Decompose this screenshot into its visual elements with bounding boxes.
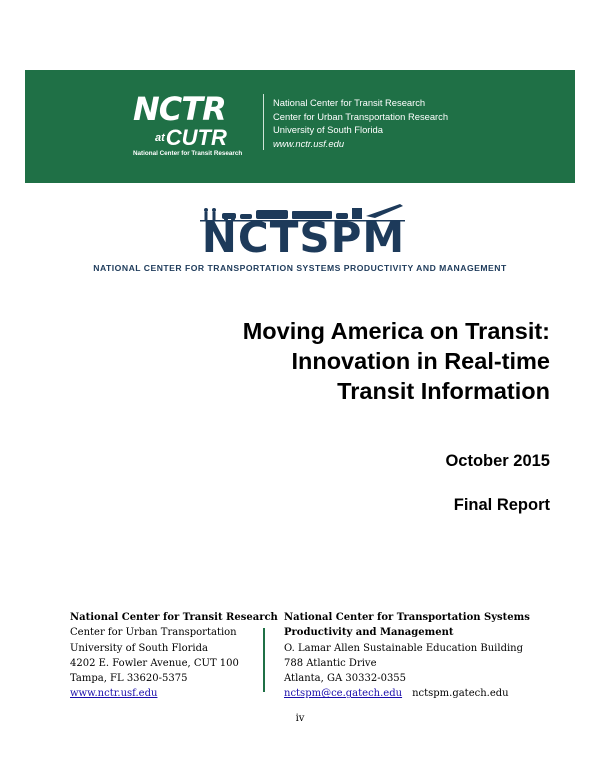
nctr-web-link[interactable]: www.nctr.usf.edu [70, 688, 158, 700]
footer-left-city: Tampa, FL 33620-5375 [70, 673, 188, 685]
footer-right-org-line2: Productivity and Management [284, 627, 454, 639]
title-line-1: Moving America on Transit: [242, 318, 550, 344]
footer-right-city: Atlanta, GA 30332-0355 [284, 673, 407, 685]
report-type: Final Report [453, 496, 550, 514]
title-line-3: Transit Information [337, 378, 550, 404]
footer-right-building: O. Lamar Allen Sustainable Education Building [284, 642, 524, 654]
report-date: October 2015 [445, 452, 550, 470]
nctspm-full-name: NATIONAL CENTER FOR TRANSPORTATION SYSTEMS PRODUCTIVITY AND MANAGEMENT [93, 263, 507, 273]
footer-divider [263, 628, 265, 692]
page-number: iv [295, 713, 305, 724]
banner-org-info [273, 96, 448, 150]
title-line-2: Innovation in Real-time [291, 348, 550, 374]
footer-nctspm-contact [284, 610, 530, 702]
footer-nctr-contact [70, 610, 278, 702]
footer-left-dept: Center for Urban Transportation [70, 627, 237, 639]
footer-left-org: National Center for Transit Research [70, 612, 278, 623]
nctspm-web: nctspm.gatech.edu [412, 688, 509, 700]
report-title [243, 316, 550, 406]
banner-line-org: National Center for Transit Research [273, 97, 426, 108]
banner-divider [263, 94, 264, 150]
footer-left-address: 4202 E. Fowler Avenue, CUT 100 [70, 657, 239, 669]
banner-line-center: Center for Urban Transportation Research [273, 110, 449, 122]
banner-line-university: University of South Florida [273, 124, 383, 135]
footer-right-address: 788 Atlantic Drive [284, 657, 377, 669]
nctr-logo-tagline: National Center for Transit Research [133, 150, 243, 157]
cutr-logo-text: $^{at}$CUTR [155, 125, 227, 150]
nctr-cutr-logo [133, 92, 263, 160]
nctr-banner [25, 70, 575, 183]
banner-url: www.nctr.usf.edu [273, 137, 345, 149]
footer-left-univ: University of South Florida [70, 642, 208, 654]
footer-right-org-line1: National Center for Transportation Systems [284, 612, 530, 623]
nctspm-wordmark: NCTSPM [201, 213, 406, 262]
nctr-logo-text: NCTR [133, 90, 226, 128]
nctspm-email-link[interactable]: nctspm@ce.gatech.edu [284, 688, 403, 700]
